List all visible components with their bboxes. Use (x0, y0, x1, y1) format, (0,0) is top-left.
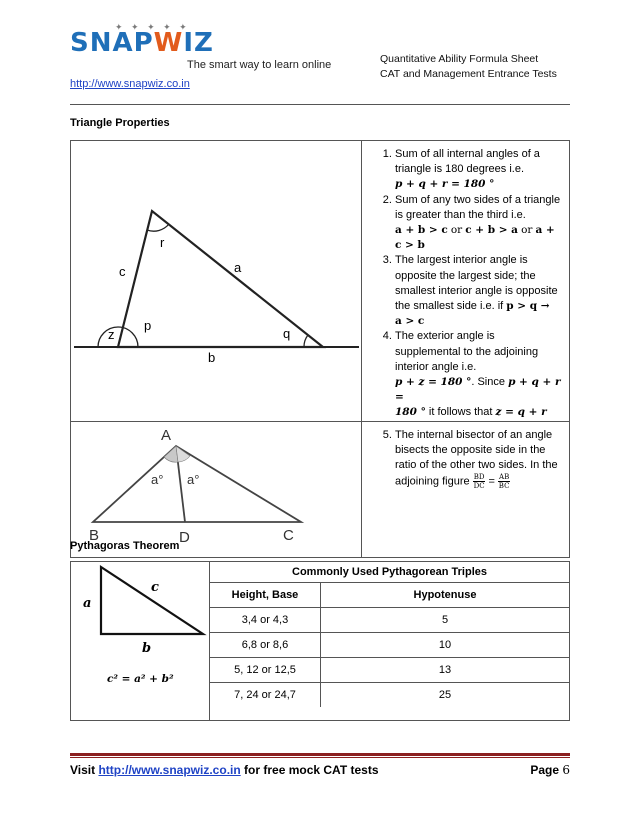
cell-hypotenuse: 10 (321, 633, 570, 658)
triangle-figure (71, 141, 361, 378)
bisector-figure (71, 422, 361, 557)
footer-link[interactable]: http://www.snapwiz.co.in (98, 763, 241, 777)
table-row (210, 658, 569, 683)
triangle-properties-cell (362, 141, 570, 422)
triples-title: Commonly Used Pythagorean Triples (210, 562, 569, 583)
label-b: b (208, 350, 216, 365)
header-divider (70, 104, 570, 105)
cell-hypotenuse: 13 (321, 658, 570, 683)
property-4: 4. The exterior angle is supplemental to the adjoining interior angle i.e. p + z = 180 °. Since p + q + r = 180 ° it follows that z = q + r (395, 329, 561, 420)
bisector-property-list (362, 428, 569, 491)
cell-height-base: 6,8 or 8,6 (210, 633, 321, 658)
label-C: C (283, 526, 294, 544)
triangle-section-title: Triangle Properties (70, 117, 170, 129)
label-a: a (234, 260, 242, 275)
right-triangle-figure (71, 562, 209, 720)
cell-hypotenuse: 5 (321, 608, 570, 633)
pythagoras-section-title: Pythagoras Theorem (70, 540, 180, 552)
footer-divider-thin (70, 757, 570, 758)
bisector-property-cell (362, 421, 570, 557)
pythagoras-formula: c² = a² + b² (107, 673, 174, 685)
label-p: p (144, 318, 152, 333)
label-a-right: a° (187, 471, 200, 487)
header-title-line2: CAT and Management Entrance Tests (380, 68, 557, 80)
label-r: r (160, 235, 165, 250)
header-title-line1: Quantitative Ability Formula Sheet (380, 53, 539, 65)
triangle-table (70, 140, 570, 558)
label-z: z (108, 327, 115, 342)
pythagoras-figure-cell (71, 562, 210, 721)
label-hyp-c: c (151, 580, 159, 595)
cell-height-base: 5, 12 or 12,5 (210, 658, 321, 683)
triples-table (210, 562, 569, 707)
footer (70, 763, 570, 777)
header-url-link[interactable]: http://www.snapwiz.co.in (70, 78, 190, 90)
label-c: c (119, 264, 126, 279)
col-header-height-base: Height, Base (210, 583, 321, 608)
header-title (380, 52, 557, 82)
cell-hypotenuse: 25 (321, 683, 570, 708)
footer-suffix: for free mock CAT tests (244, 763, 379, 777)
label-q: q (283, 326, 291, 341)
table-row (210, 683, 569, 708)
fraction-bd-dc: $\frac{BD}{DC}$ (473, 473, 485, 491)
page-number: Page 6 (530, 763, 570, 777)
bisector-figure-cell (71, 421, 362, 557)
triangle-figure-cell (71, 141, 362, 422)
property-1: 1. Sum of all internal angles of a triangle is 180 degrees i.e. p + q + r = 180 ° (395, 147, 561, 193)
col-header-hypotenuse: Hypotenuse (321, 583, 570, 608)
pythagoras-table (70, 561, 570, 721)
footer-divider (70, 753, 570, 756)
property-5: 5. The internal bisector of an angle bisects the opposite side in the ratio of the other two sides. In the adjoining figure $\frac{BD}{DC}$ = $\frac{AB}{BC}$ (395, 428, 561, 491)
triples-cell (210, 562, 570, 721)
triangle-properties-list (362, 147, 569, 421)
table-row (210, 633, 569, 658)
logo-stars: ✦ ✦ ✦ ✦ ✦ (115, 22, 190, 32)
label-B: B (89, 526, 100, 544)
label-a-left: a° (151, 471, 164, 487)
tagline: The smart way to learn online (187, 59, 332, 71)
snapwiz-logo: SNAPWIZ (70, 28, 214, 58)
cell-height-base: 7, 24 or 24,7 (210, 683, 321, 708)
footer-prefix: Visit (70, 763, 96, 777)
label-A: A (161, 426, 172, 444)
table-row (210, 608, 569, 633)
label-base-b: b (142, 641, 152, 656)
cell-height-base: 3,4 or 4,3 (210, 608, 321, 633)
fraction-ab-bc: $\frac{AB}{BC}$ (498, 473, 510, 491)
label-height-a: a (83, 596, 92, 611)
property-2: 2. Sum of any two sides of a triangle is greater than the third i.e. a + b > c or c + b > a or a + c > b (395, 193, 561, 254)
label-D: D (179, 528, 190, 546)
property-3: 3. The largest interior angle is opposite the largest side; the smallest interior angle is opposite the smallest side i.e. if p > q → a > c (395, 253, 561, 329)
